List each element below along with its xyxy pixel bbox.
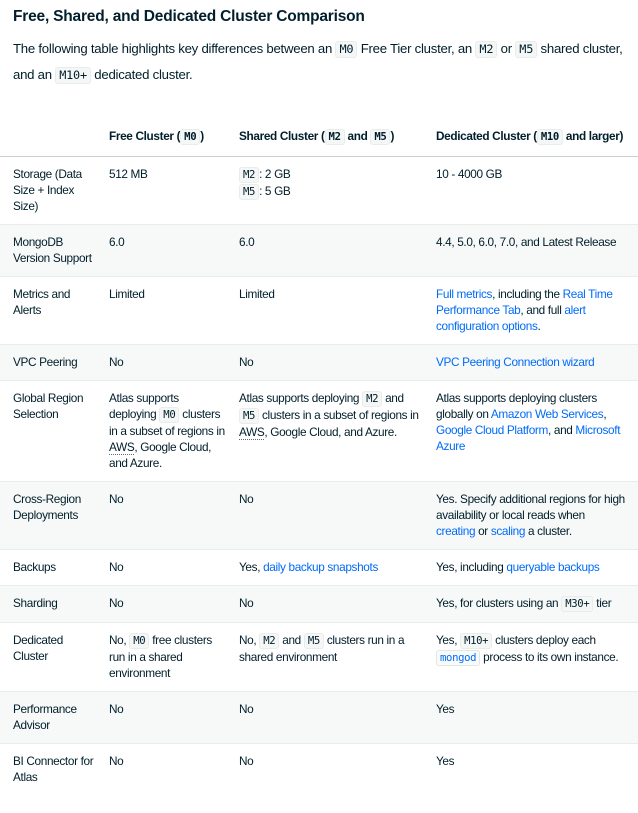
text: and	[344, 129, 371, 143]
row-label-dedicated-cluster: Dedicated Cluster	[0, 623, 109, 692]
cell-sharding-col3	[436, 586, 638, 623]
text: Dedicated Cluster (	[436, 129, 537, 143]
table-row-mongodb-version-support	[0, 225, 638, 277]
cell-bi-connector-for-atlas-col1	[109, 744, 239, 796]
text: clusters in a subset of regions in	[109, 407, 225, 438]
text: Atlas supports deploying	[109, 391, 179, 421]
inline-code-m2: M2	[362, 391, 382, 407]
table-row-performance-advisor	[0, 692, 638, 744]
table-row-sharding	[0, 586, 638, 623]
text: Yes, including	[436, 560, 507, 574]
text: 6.0	[109, 235, 125, 249]
text: Limited	[239, 287, 275, 301]
cell-storage-data-size-index-size-col3	[436, 157, 638, 225]
cell-bi-connector-for-atlas-col2	[239, 744, 436, 796]
vpc-peering-connection-wizard-link[interactable]: VPC Peering Connection wizard	[436, 355, 595, 369]
intro-paragraph	[13, 36, 625, 88]
text: No	[239, 492, 254, 506]
text: dedicated cluster.	[90, 67, 193, 82]
text: a cluster.	[525, 524, 572, 538]
table-header-row	[0, 118, 638, 157]
text: No	[109, 560, 124, 574]
amazon-web-services-link[interactable]: Amazon Web Services	[490, 407, 604, 421]
text: No	[239, 702, 254, 716]
alert-configuration-options-link[interactable]: alert configuration options	[436, 303, 586, 333]
text: , and full	[520, 303, 565, 317]
text: process to its own instance.	[480, 650, 619, 664]
cell-mongodb-version-support-col1	[109, 225, 239, 277]
cell-vpc-peering-col3	[436, 345, 638, 381]
text: No,	[109, 633, 130, 647]
text: , and	[548, 423, 576, 437]
table-row-vpc-peering	[0, 345, 638, 381]
real-time-performance-tab-link[interactable]: Real Time Performance Tab	[436, 287, 613, 317]
cell-backups-col1	[109, 550, 239, 586]
text: and	[279, 633, 304, 647]
text: , Google Cloud, and Azure.	[264, 425, 397, 439]
inline-code-m10: M10	[537, 129, 563, 145]
text: 4.4, 5.0, 6.0, 7.0, and Latest Release	[436, 235, 617, 249]
text: tier	[593, 596, 612, 610]
row-label-cross-region-deployments: Cross-Region Deployments	[0, 482, 109, 550]
inline-code-m5: M5	[515, 41, 537, 58]
inline-code-m0: M0	[129, 633, 149, 649]
cell-cross-region-deployments-col2	[239, 482, 436, 550]
inline-code-m0: M0	[159, 407, 179, 423]
text: Yes. Specify additional regions for high availability or local reads when	[436, 492, 625, 522]
text: )	[390, 129, 395, 143]
table-row-bi-connector-for-atlas	[0, 744, 638, 796]
cell-storage-data-size-index-size-col1	[109, 157, 239, 225]
text: 6.0	[239, 235, 255, 249]
text: and larger)	[562, 129, 624, 143]
inline-code-m10: M10+	[460, 633, 492, 649]
cell-metrics-and-alerts-col1	[109, 277, 239, 345]
text: or	[497, 41, 516, 56]
cell-performance-advisor-col1	[109, 692, 239, 744]
inline-code-m5: M5	[304, 633, 324, 649]
text: Limited	[109, 287, 145, 301]
text: , Google Cloud, and Azure.	[109, 440, 212, 470]
inline-code-m0: M0	[180, 129, 200, 145]
text: and	[382, 391, 404, 405]
cell-backups-col2	[239, 550, 436, 586]
row-label-storage-data-size-index-size: Storage (Data Size + Index Size)	[13, 167, 82, 213]
text: Free Tier cluster, an	[357, 41, 476, 56]
inline-code-m2: M2	[325, 129, 345, 145]
inline-code-m30: M30+	[561, 596, 593, 612]
table-row-metrics-and-alerts	[0, 277, 638, 345]
cell-mongodb-version-support-col3	[436, 225, 638, 277]
text: clusters in a subset of regions in	[259, 408, 419, 422]
text: No	[239, 355, 254, 369]
text: No,	[239, 633, 260, 647]
cell-sharding-col2	[239, 586, 436, 623]
table-head	[0, 118, 638, 157]
text: The following table highlights key differences between an	[13, 41, 336, 56]
row-label-sharding: Sharding	[0, 586, 109, 623]
table-row-storage-data-size-index-size	[0, 157, 638, 225]
cell-metrics-and-alerts-col2	[239, 277, 436, 345]
mongod-code-link[interactable]: mongod	[436, 650, 480, 666]
text: Yes	[436, 702, 455, 716]
abbr-aws: AWS	[109, 440, 135, 454]
row-label-backups: Backups	[0, 550, 109, 586]
inline-code-m2: M2	[259, 633, 279, 649]
text: Atlas supports deploying	[239, 391, 363, 405]
text: No	[109, 596, 124, 610]
cell-vpc-peering-col1	[109, 345, 239, 381]
inline-code-m2: M2	[475, 41, 497, 58]
text: : 5 GB	[259, 184, 291, 198]
google-cloud-platform-link[interactable]: Google Cloud Platform	[436, 423, 548, 437]
text: ,	[603, 407, 607, 421]
cell-vpc-peering-col2	[239, 345, 436, 381]
table-row-backups	[0, 550, 638, 586]
inline-code-m5: M5	[239, 184, 259, 200]
row-label-performance-advisor: Performance Advisor	[0, 692, 109, 744]
text: 10 - 4000 GB	[436, 167, 502, 181]
text: Yes,	[239, 560, 264, 574]
text: .	[537, 319, 541, 333]
row-label-mongodb-version-support: MongoDB Version Support	[0, 225, 109, 277]
row-label-global-region-selection: Global Region Selection	[0, 381, 109, 482]
creating-link[interactable]: creating	[436, 524, 476, 538]
scaling-link[interactable]: scaling	[490, 524, 526, 538]
abbr-aws: AWS	[239, 425, 265, 439]
column-header-1	[109, 118, 239, 157]
text: No	[109, 702, 124, 716]
row-label-vpc-peering: VPC Peering	[0, 345, 109, 381]
text: No	[109, 355, 124, 369]
table-row-cross-region-deployments	[0, 482, 638, 550]
text: : 2 GB	[259, 167, 291, 181]
text: Yes	[436, 754, 455, 768]
cell-dedicated-cluster-col3	[436, 623, 638, 692]
row-label-bi-connector-for-atlas: BI Connector for Atlas	[0, 744, 109, 796]
page-title: Free, Shared, and Dedicated Cluster Comparison	[13, 8, 365, 25]
cell-global-region-selection-col2	[239, 381, 436, 482]
docs-text-block	[0, 8, 638, 88]
text: Atlas supports deploying clusters globally on	[436, 391, 597, 421]
text: No	[109, 754, 124, 768]
cell-sharding-col1	[109, 586, 239, 623]
inline-code-m5: M5	[370, 129, 390, 145]
text: No	[239, 596, 254, 610]
cell-backups-col3	[436, 550, 638, 586]
text: or	[475, 524, 491, 538]
full-metrics-link[interactable]: Full metrics	[436, 287, 493, 301]
text: 512 MB	[109, 167, 148, 181]
cell-global-region-selection-col3	[436, 381, 638, 482]
cell-cross-region-deployments-col1	[109, 482, 239, 550]
text: Shared Cluster (	[239, 129, 325, 143]
text: clusters run in a shared environment	[239, 633, 405, 664]
table-row-global-region-selection	[0, 381, 638, 482]
text: Yes,	[436, 633, 461, 647]
column-header-3	[436, 118, 638, 157]
cell-storage-data-size-index-size-col2	[239, 157, 436, 225]
cell-dedicated-cluster-col2	[239, 623, 436, 692]
column-header-0	[0, 118, 109, 157]
inline-code-m0: M0	[335, 41, 357, 58]
comparison-table	[0, 118, 638, 795]
text: )	[200, 129, 204, 143]
row-label-metrics-and-alerts: Metrics and Alerts	[0, 277, 109, 345]
table-body	[0, 157, 638, 796]
text: clusters deploy each	[492, 633, 596, 647]
cell-dedicated-cluster-col1	[109, 623, 239, 692]
cell-bi-connector-for-atlas-col3	[436, 744, 638, 796]
inline-code-m10: M10+	[55, 67, 91, 84]
queryable-backups-link[interactable]: queryable backups	[506, 560, 600, 574]
cell-cross-region-deployments-col3	[436, 482, 638, 550]
inline-code-m2: M2	[239, 167, 259, 183]
cell-mongodb-version-support-col2	[239, 225, 436, 277]
inline-code-m5: M5	[239, 408, 259, 424]
cell-performance-advisor-col2	[239, 692, 436, 744]
text: free clusters run in a shared environment	[109, 633, 212, 680]
cell-metrics-and-alerts-col3	[436, 277, 638, 345]
text: shared cluster, and an	[13, 41, 623, 82]
cell-global-region-selection-col1	[109, 381, 239, 482]
cell-performance-advisor-col3	[436, 692, 638, 744]
daily-backup-snapshots-link[interactable]: daily backup snapshots	[263, 560, 378, 574]
microsoft-azure-link[interactable]: Microsoft Azure	[436, 423, 621, 453]
text: Free Cluster (	[109, 129, 181, 143]
column-header-2	[239, 118, 436, 157]
text: No	[239, 754, 254, 768]
text: Yes, for clusters using an	[436, 596, 562, 610]
table-row-dedicated-cluster	[0, 623, 638, 692]
text: No	[109, 492, 124, 506]
text: , including the	[492, 287, 563, 301]
